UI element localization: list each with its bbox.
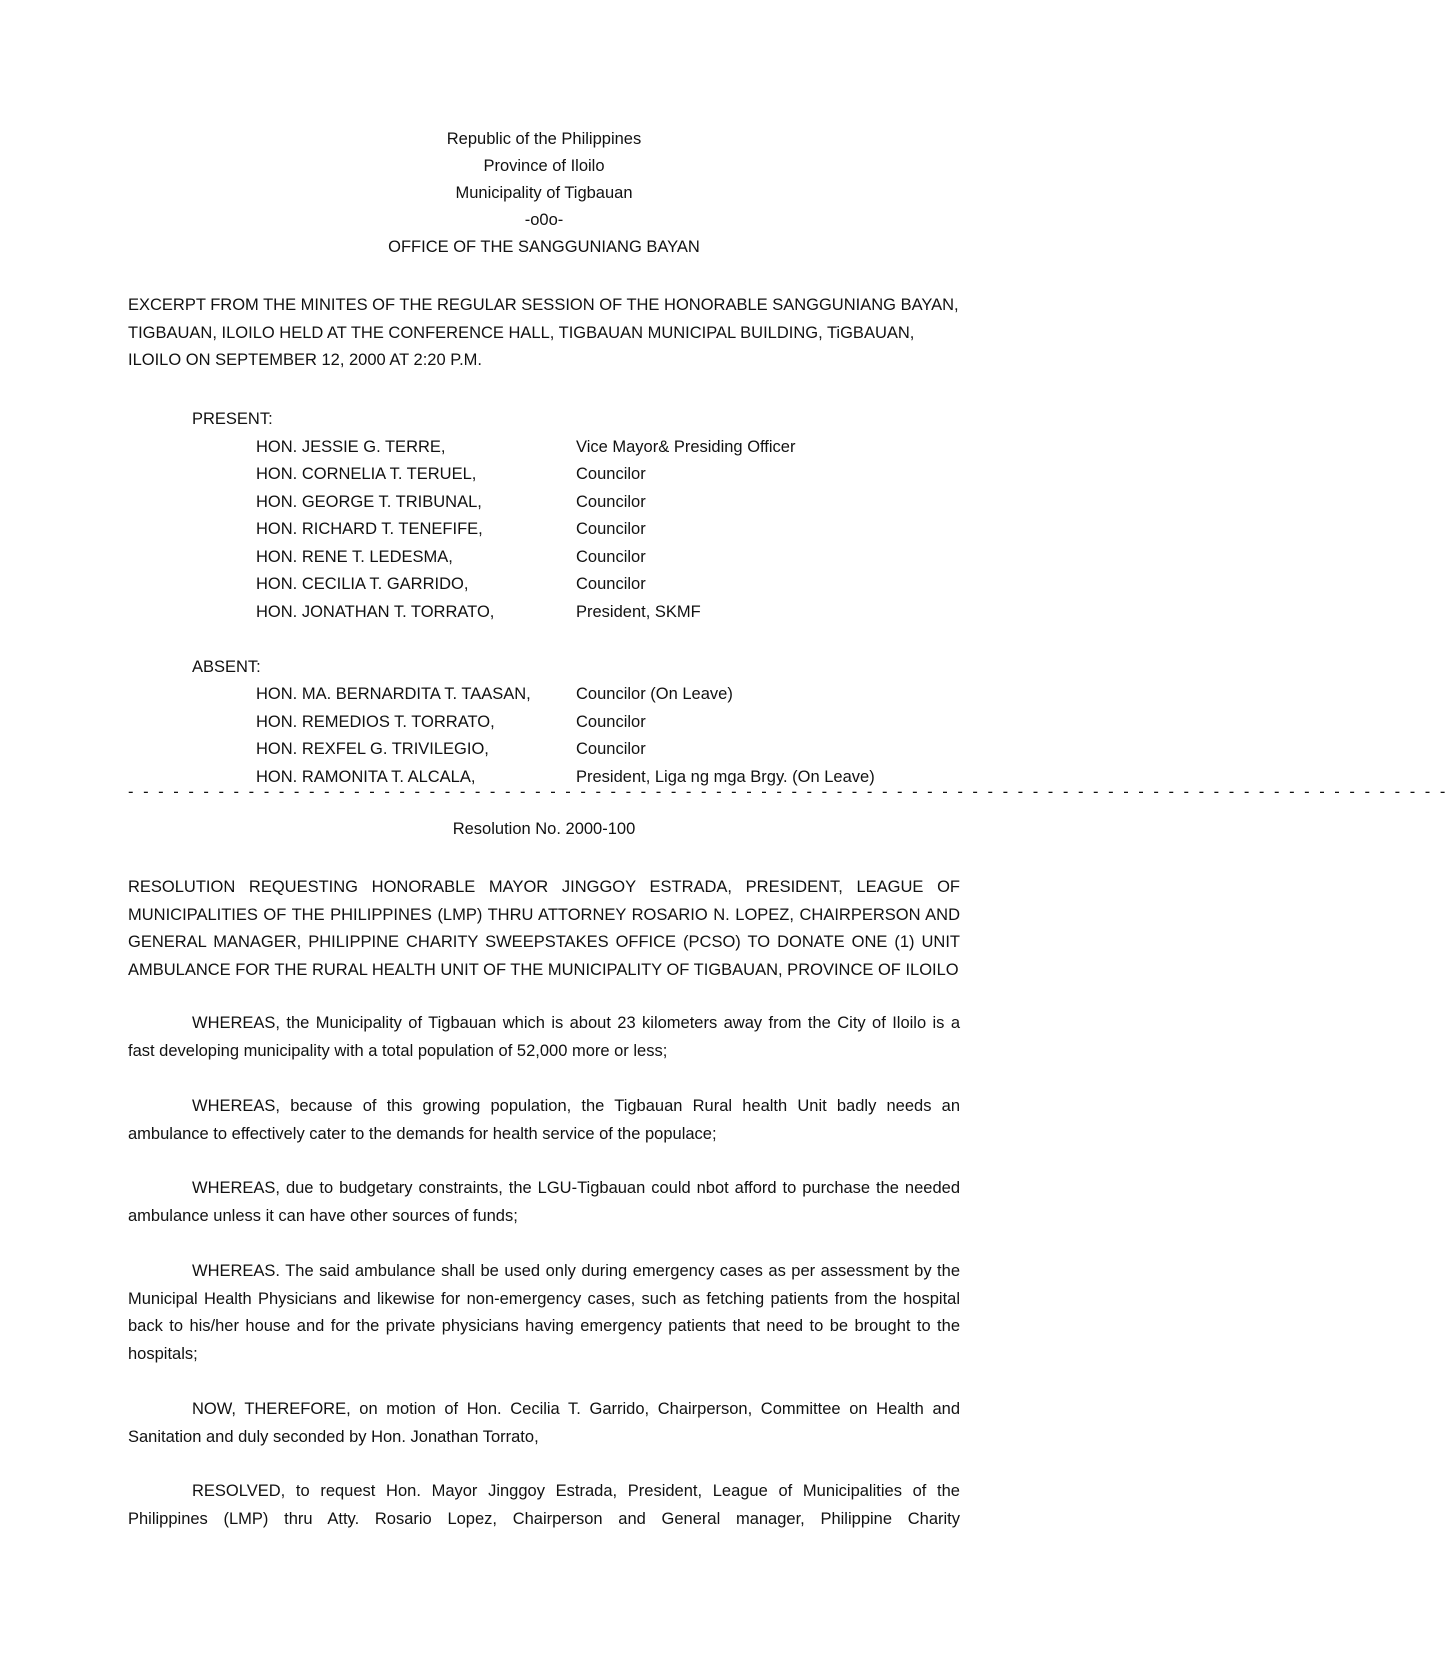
present-member-row [128, 599, 960, 627]
member-name: HON. JONATHAN T. TORRATO, [256, 602, 495, 621]
member-name: HON. REXFEL G. TRIVILEGIO, [256, 740, 489, 758]
resolution-title: RESOLUTION REQUESTING HONORABLE MAYOR JINGGOY ESTRADA, PRESIDENT, LEAGUE OF MUNICIPALITIES OF THE PHILIPPINES (LMP) THRU ATTORNEY ROSARIO N. LOPEZ, CHAIRPERSON AND GENERAL MANAGER, PHILIPPINE CHARITY SWEEPSTAKES OFFICE (PCSO) TO DONATE ONE (1) UNIT AMBULANCE FOR THE RURAL HEALTH UNIT OF THE MUNICIPALITY OF TIGBAUAN, PROVINCE OF ILOILO [128, 878, 960, 979]
letterhead [0, 126, 1088, 261]
attendance-list [128, 406, 960, 791]
header-separator: -o0o- [524, 211, 564, 229]
member-name: HON. CORNELIA T. TERUEL, [256, 465, 477, 483]
whereas-paragraph: WHEREAS. The said ambulance shall be used only during emergency cases as per assessment by the Municipal Health Physicians and likewise for non-emergency cases, such as fetching patients from the hospital back to his/her house and for the private physicians having emergency patients that need to be brought to the hospitals; [128, 1262, 960, 1363]
header-country: Republic of the Philippines [446, 130, 642, 148]
absent-member-row [128, 709, 960, 737]
member-position: Councilor [576, 712, 646, 731]
member-name: HON. REMEDIOS T. TORRATO, [256, 712, 495, 731]
member-position: Councilor [576, 740, 646, 758]
member-position: Councilor [576, 520, 646, 538]
header-municipality: Municipality of Tigbauan [455, 184, 633, 202]
member-name: HON. MA. BERNARDITA T. TAASAN, [256, 685, 531, 703]
present-member-row [128, 434, 960, 462]
present-label: PRESENT: [192, 410, 273, 428]
member-name: HON. JESSIE G. TERRE, [256, 437, 446, 456]
absent-member-row [128, 736, 960, 764]
header-province: Province of Iloilo [483, 157, 605, 175]
present-member-row [128, 544, 960, 572]
minutes-excerpt: EXCERPT FROM THE MINITES OF THE REGULAR SESSION OF THE HONORABLE SANGGUNIANG BAYAN, TIGBAUAN, ILOILO HELD AT THE CONFERENCE HALL, TIGBAUAN MUNICIPAL BUILDING, TiGBAUAN, ILOILO ON SEPTEMBER 12, 2000 AT 2:20 P.M. [128, 296, 959, 369]
member-position: Councilor [576, 465, 646, 483]
member-position: Vice Mayor& Presiding Officer [576, 437, 796, 456]
resolved-paragraph: RESOLVED, to request Hon. Mayor Jinggoy Estrada, President, League of Municipalities of the Philippines (LMP) thru Atty. Rosario Lopez, Chairperson and General manager, Philippine Charity [128, 1482, 960, 1528]
member-position: Councilor (On Leave) [576, 685, 733, 703]
whereas-paragraph: WHEREAS, because of this growing population, the Tigbauan Rural health Unit badly needs an ambulance to effectively cater to the demands for health service of the populace; [128, 1097, 960, 1143]
member-name: HON. CECILIA T. GARRIDO, [256, 575, 469, 593]
spacer [128, 626, 960, 654]
header-office: OFFICE OF THE SANGGUNIANG BAYAN [388, 238, 700, 256]
present-member-row [128, 489, 960, 517]
resolution-number: Resolution No. 2000-100 [452, 820, 636, 838]
member-position: President, Liga ng mga Brgy. (On Leave) [576, 767, 875, 786]
whereas-paragraph: WHEREAS, due to budgetary constraints, the LGU-Tigbauan could nbot afford to purchase the needed ambulance unless it can have other sources of funds; [128, 1179, 960, 1225]
member-position: Councilor [576, 492, 646, 511]
present-member-row [128, 516, 960, 544]
absent-member-row [128, 681, 960, 709]
absent-label: ABSENT: [192, 657, 261, 676]
whereas-paragraph: WHEREAS, the Municipality of Tigbauan which is about 23 kilometers away from the City of Iloilo is a fast developing municipality with a total population of 52,000 more or less; [128, 1014, 960, 1060]
member-position: President, SKMF [576, 602, 701, 621]
member-position: Councilor [576, 575, 646, 593]
member-name: HON. RAMONITA T. ALCALA, [256, 767, 476, 786]
present-member-row [128, 571, 960, 599]
motion-paragraph: NOW, THEREFORE, on motion of Hon. Cecilia T. Garrido, Chairperson, Committee on Health and Sanitation and duly seconded by Hon. Jonathan Torrato, [128, 1400, 960, 1446]
member-name: HON. GEORGE T. TRIBUNAL, [256, 492, 482, 511]
dashed-divider: - - - - - - - - - - - - - - - - - - - - - - - - - - - - - - - - - - - - - - - - - - - - - - - - - - - - - - - - - - - - - - - - - - - - - - - - - - - - - - - - - - - - - - - - [128, 783, 1448, 801]
present-member-row [128, 461, 960, 489]
member-name: HON. RICHARD T. TENEFIFE, [256, 520, 483, 538]
member-name: HON. RENE T. LEDESMA, [256, 547, 453, 566]
member-position: Councilor [576, 547, 646, 566]
